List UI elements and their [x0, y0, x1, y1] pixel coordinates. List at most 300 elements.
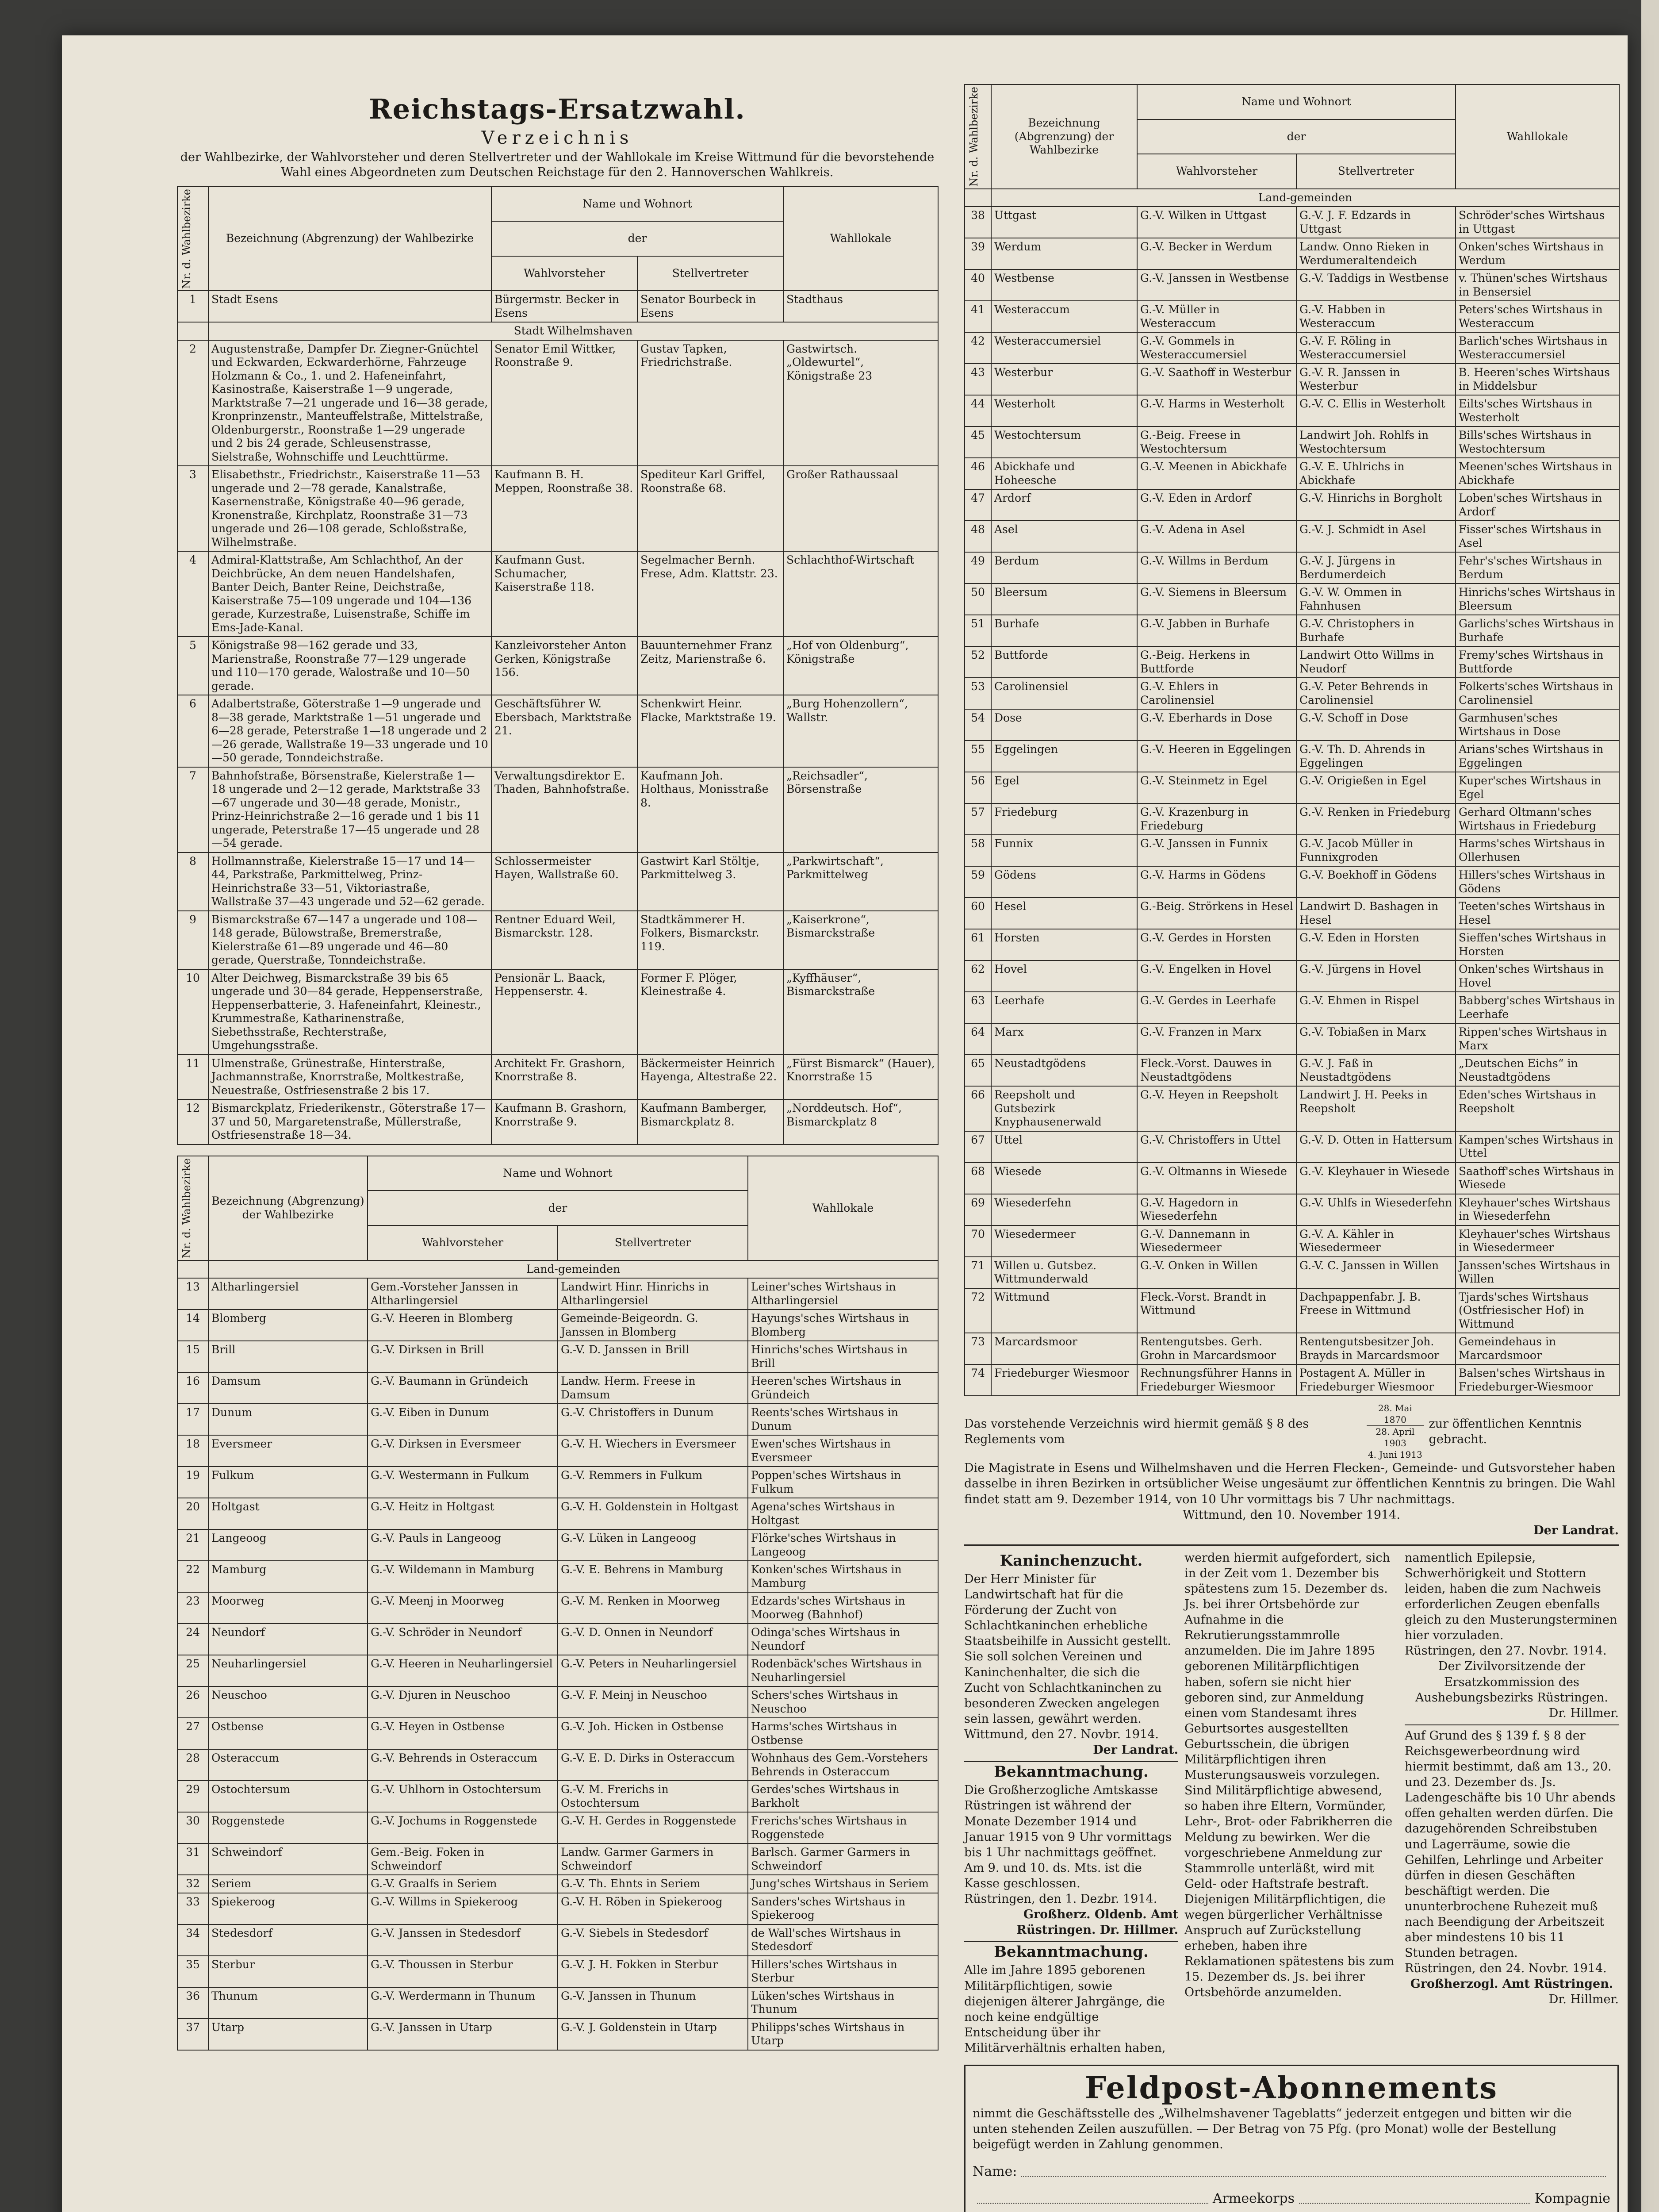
section-nr-cell — [965, 189, 991, 207]
row-stellvertreter: G.-V. Jürgens in Hovel — [1296, 960, 1456, 992]
row-wahllokal: Onken'sches Wirtshaus in Werdum — [1456, 238, 1619, 269]
row-bezeichnung: Moorweg — [208, 1592, 368, 1624]
row-vorsteher: Pensionär L. Baack, Heppenserstr. 4. — [491, 969, 637, 1055]
row-stellvertreter: G.-V. Eden in Horsten — [1296, 929, 1456, 960]
row-vorsteher: G.-V. Franzen in Marx — [1137, 1023, 1296, 1055]
table-row — [177, 340, 938, 466]
row-number: 35 — [177, 1956, 208, 1987]
row-stellvertreter: Former F. Plöger, Kleinestraße 4. — [637, 969, 783, 1055]
row-stellvertreter: Landwirt Joh. Rohlfs in Westochtersum — [1296, 426, 1456, 458]
row-stellvertreter: G.-V. M. Frerichs in Ostochtersum — [558, 1781, 748, 1812]
table-row — [177, 1718, 938, 1749]
row-number: 42 — [965, 332, 991, 364]
table-row — [177, 1987, 938, 2019]
table-row — [965, 426, 1619, 458]
row-bezeichnung: Brill — [208, 1341, 368, 1372]
row-stellvertreter: G.-V. Janssen in Thunum — [558, 1987, 748, 2019]
row-vorsteher: G.-V. Steinmetz in Egel — [1137, 772, 1296, 803]
row-number: 40 — [965, 269, 991, 301]
row-wahllokal: Ewen'sches Wirtshaus in Eversmeer — [748, 1435, 938, 1467]
kaninchen-body: Der Herr Minister für Landwirtschaft hat für die Förderung der Zucht von Schlachtkaninchen erhebliche Staatsbeihilfe in Aussicht gestellt. Sie soll solchen Vereinen und Kaninchenhalter, die sich die Zucht von Schlachtkaninchen zu besonderen Zwecken angelegen sein lassen, gewährt werden. — [964, 1572, 1171, 1726]
bekannt1-sign: Großherz. Oldenb. Amt Rüstringen. Dr. Hillmer. — [1016, 1908, 1178, 1937]
row-bezeichnung: Ulmenstraße, Grünestraße, Hinterstraße, Jachmannstraße, Knorrstraße, Moltkestraße, Neuestraße, Ostfriesenstraße 2 bis 17. — [208, 1055, 491, 1100]
table-row — [177, 1893, 938, 1924]
header-name-2: Name und Wohnort — [368, 1156, 748, 1191]
row-wahllokal: Gerhard Oltmann'sches Wirtshaus in Friedeburg — [1456, 803, 1619, 835]
header-bezeichnung-3: Bezeichnung (Abgrenzung) der Wahlbezirke — [991, 84, 1137, 189]
table-row — [965, 960, 1619, 992]
kaninchen-place: Wittmund, den 27. Novbr. 1914. — [964, 1727, 1159, 1741]
row-wahllokal: Garmhusen'sches Wirtshaus in Dose — [1456, 709, 1619, 741]
page-title: Reichstags-Ersatzwahl. — [369, 93, 746, 125]
row-bezeichnung: Uttgast — [991, 207, 1137, 238]
row-wahllokal: Kuper'sches Wirtshaus in Egel — [1456, 772, 1619, 803]
row-bezeichnung: Langeoog — [208, 1529, 368, 1561]
main-table-body — [177, 291, 938, 1144]
row-bezeichnung: Bleersum — [991, 584, 1137, 615]
table-row — [965, 1055, 1619, 1086]
epilepsie-place: Rüstringen, den 27. Novbr. 1914. — [1405, 1644, 1607, 1658]
section-nr-cell — [177, 322, 208, 340]
reglement-notice — [964, 1402, 1619, 1538]
row-vorsteher: G.-V. Hagedorn in Wiesederfehn — [1137, 1194, 1296, 1225]
row-vorsteher: G.-V. Oltmanns in Wiesede — [1137, 1163, 1296, 1194]
row-wahllokal: Fisser'sches Wirtshaus in Asel — [1456, 521, 1619, 552]
row-vorsteher: G.-V. Eden in Ardorf — [1137, 489, 1296, 521]
form-komp-label: Kompagnie — [1534, 2191, 1610, 2207]
row-bezeichnung: Asel — [991, 521, 1137, 552]
row-stellvertreter: G.-V. Tobiaßen in Marx — [1296, 1023, 1456, 1055]
row-vorsteher: G.-V. Heyen in Ostbense — [368, 1718, 558, 1749]
row-wahllokal: Hinrichs'sches Wirtshaus in Brill — [748, 1341, 938, 1372]
reichsgewerbe-body: Auf Grund des § 139 f. § 8 der Reichsgewerbeordnung wird hiermit bestimmt, daß am 13., 20. und 23. Dezember ds. Js. Ladengeschäfte bis 10 Uhr abends offen gehalten werden dürfen. Die dazugehörenden Schreibstuben und Lagerräume, sowie die Gehilfen, Lehrlinge und Arbeiter dürfen in diesen Geschäften beschäftigt werden. Die ununterbrochene Ruhezeit muß nach Beendigung der Arbeitszeit aber mindestens 10 bis 11 Stunden betragen. — [1405, 1724, 1619, 1961]
row-wahllokal: Philipps'sches Wirtshaus in Utarp — [748, 2019, 938, 2050]
row-vorsteher: G.-V. Krazenburg in Friedeburg — [1137, 803, 1296, 835]
row-bezeichnung: Friedeburg — [991, 803, 1137, 835]
table-row — [965, 1257, 1619, 1288]
epilepsie-body: namentlich Epilepsie, Schwerhörigkeit und Stottern leiden, haben die zum Nachweis erforderlichen Zeugen ebenfalls gleich zu den Musterungsterminen hier vorzuladen. — [1405, 1551, 1617, 1643]
row-vorsteher: G.-V. Dirksen in Eversmeer — [368, 1435, 558, 1467]
row-number: 55 — [965, 741, 991, 772]
row-vorsteher: G.-V. Pauls in Langeoog — [368, 1529, 558, 1561]
row-stellvertreter: Kaufmann Joh. Holthaus, Monisstraße 8. — [637, 767, 783, 853]
row-number: 44 — [965, 395, 991, 426]
row-bezeichnung: Werdum — [991, 238, 1137, 269]
form-name-field[interactable] — [1021, 2176, 1606, 2177]
row-bezeichnung: Mamburg — [208, 1561, 368, 1592]
row-bezeichnung: Neuschoo — [208, 1686, 368, 1718]
page-intro: der Wahlbezirke, der Wahlvorsteher und deren Stellvertreter und der Wahllokale im Kreise Wittmund für die bevorstehende Wahl eines Abgeordneten zum Deutschen Reichstage für den 2. Hannoverschen Wahlkreis. — [180, 150, 935, 179]
row-wahllokal: „Burg Hohenzollern“, Wallstr. — [783, 695, 938, 767]
row-number: 58 — [965, 835, 991, 866]
row-vorsteher: Schlossermeister Hayen, Wallstraße 60. — [491, 853, 637, 911]
row-number: 7 — [177, 767, 208, 853]
row-stellvertreter: G.-V. Remmers in Fulkum — [558, 1467, 748, 1498]
row-wahllokal: Kampen'sches Wirtshaus in Uttel — [1456, 1131, 1619, 1163]
reglement-lead: Das vorstehende Verzeichnis wird hiermit gemäß § 8 des Reglements vom — [964, 1417, 1309, 1446]
row-number: 17 — [177, 1404, 208, 1435]
newspaper-page — [62, 35, 1628, 2212]
row-wahllokal: Eden'sches Wirtshaus in Reepsholt — [1456, 1086, 1619, 1131]
table-row — [965, 678, 1619, 709]
row-stellvertreter: G.-V. A. Kähler in Wiesedermeer — [1296, 1225, 1456, 1257]
row-wahllokal: „Parkwirtschaft“, Parkmittelweg — [783, 853, 938, 911]
row-wahllokal: Loben'sches Wirtshaus in Ardorf — [1456, 489, 1619, 521]
row-bezeichnung: Stadt Esens — [208, 291, 491, 322]
row-stellvertreter: G.-V. Th. D. Ahrends in Eggelingen — [1296, 741, 1456, 772]
row-stellvertreter: G.-V. J. Jürgens in Berdumerdeich — [1296, 552, 1456, 584]
table-row — [177, 551, 938, 637]
bekannt1-title: Bekanntmachung. — [964, 1761, 1178, 1782]
table-row — [177, 1561, 938, 1592]
table-row — [965, 929, 1619, 960]
table-row — [965, 301, 1619, 332]
row-wahllokal: Sanders'sches Wirtshaus in Spiekeroog — [748, 1893, 938, 1924]
row-number: 16 — [177, 1372, 208, 1404]
notices-row — [964, 1544, 1619, 2056]
row-stellvertreter: G.-V. Peter Behrends in Carolinensiel — [1296, 678, 1456, 709]
row-number: 72 — [965, 1288, 991, 1333]
row-stellvertreter: Segelmacher Bernh. Frese, Adm. Klattstr. 23. — [637, 551, 783, 637]
row-bezeichnung: Bahnhofstraße, Börsenstraße, Kielerstraße 1—18 ungerade und 2—12 gerade, Marktstraße 33—67 ungerade und 30—48 gerade, Monistr., Prinz-Heinrichstraße 2—16 gerade und 1 bis 11 ungerade, Peterstraße 17—45 ungerade und 28—54 gerade. — [208, 767, 491, 853]
row-stellvertreter: Landw. Garmer Garmers in Schweindorf — [558, 1843, 748, 1875]
row-bezeichnung: Westochtersum — [991, 426, 1137, 458]
row-stellvertreter: Dachpappenfabr. J. B. Freese in Wittmund — [1296, 1288, 1456, 1333]
table-row — [177, 1435, 938, 1467]
form-row-armee — [973, 2191, 1610, 2206]
table-row — [177, 1781, 938, 1812]
row-wahllokal: Balsen'sches Wirtshaus in Friedeburger-Wiesmoor — [1456, 1364, 1619, 1396]
row-wahllokal: de Wall'sches Wirtshaus in Stedesdorf — [748, 1924, 938, 1956]
row-vorsteher: Geschäftsführer W. Ebersbach, Marktstraße 21. — [491, 695, 637, 767]
row-stellvertreter: G.-V. Hinrichs in Borgholt — [1296, 489, 1456, 521]
row-vorsteher: G.-V. Meenen in Abickhafe — [1137, 458, 1296, 489]
row-bezeichnung: Burhafe — [991, 615, 1137, 646]
row-number: 56 — [965, 772, 991, 803]
row-bezeichnung: Willen u. Gutsbez. Wittmunderwald — [991, 1257, 1137, 1288]
table-row — [965, 866, 1619, 898]
row-vorsteher: G.-V. Dirksen in Brill — [368, 1341, 558, 1372]
row-stellvertreter: G.-V. Th. Ehnts in Seriem — [558, 1875, 748, 1893]
epilepsie-sign2: Dr. Hillmer. — [1548, 1706, 1619, 1720]
row-wahllokal: Großer Rathaussaal — [783, 466, 938, 551]
section-row — [177, 322, 938, 340]
row-number: 41 — [965, 301, 991, 332]
row-stellvertreter: G.-V. Peters in Neuharlingersiel — [558, 1655, 748, 1686]
row-wahllokal: Kleyhauer'sches Wirtshaus in Wiesedermeer — [1456, 1225, 1619, 1257]
row-vorsteher: G.-V. Westermann in Fulkum — [368, 1467, 558, 1498]
row-stellvertreter: G.-V. H. Goldenstein in Holtgast — [558, 1498, 748, 1529]
row-wahllokal: Babberg'sches Wirtshaus in Leerhafe — [1456, 992, 1619, 1023]
right-column — [964, 84, 1619, 2212]
row-bezeichnung: Utarp — [208, 2019, 368, 2050]
row-stellvertreter: G.-V. R. Janssen in Westerbur — [1296, 364, 1456, 395]
form-komp-field[interactable] — [1299, 2203, 1530, 2204]
row-number: 20 — [177, 1498, 208, 1529]
table-row — [177, 1467, 938, 1498]
row-stellvertreter: G.-V. J. Schmidt in Asel — [1296, 521, 1456, 552]
row-stellvertreter: G.-V. E. Behrens in Mamburg — [558, 1561, 748, 1592]
row-number: 38 — [965, 207, 991, 238]
header-bezeichnung-2: Bezeichnung (Abgrenzung) der Wahlbezirke — [208, 1156, 368, 1260]
table-row — [965, 332, 1619, 364]
row-number: 31 — [177, 1843, 208, 1875]
row-bezeichnung: Schweindorf — [208, 1843, 368, 1875]
row-wahllokal: Rippen'sches Wirtshaus in Marx — [1456, 1023, 1619, 1055]
row-vorsteher: Kaufmann B. Grashorn, Knorrstraße 9. — [491, 1099, 637, 1144]
row-number: 23 — [177, 1592, 208, 1624]
row-wahllokal: Barlich'sches Wirtshaus in Westeraccumersiel — [1456, 332, 1619, 364]
row-bezeichnung: Abickhafe und Hoheesche — [991, 458, 1137, 489]
bekannt1-body: Die Großherzogliche Amtskasse Rüstringen ist während der Monate Dezember 1914 und Januar 1915 von 9 Uhr vormittags bis 1 Uhr nachmittags geöffnet. Am 9. und 10. ds. Mts. ist die Kasse geschlossen. — [964, 1783, 1172, 1890]
bekannt2-body: Alle im Jahre 1895 geborenen Militärpflichtigen, sowie diejenigen älterer Jahrgänge, die noch keine endgültige Entscheidung über ihr Militärverhältnis erhalten haben, — [964, 1963, 1166, 2055]
row-bezeichnung: Blomberg — [208, 1310, 368, 1341]
row-stellvertreter: G.-V. Boekhoff in Gödens — [1296, 866, 1456, 898]
row-wahllokal: Flörke'sches Wirtshaus in Langeoog — [748, 1529, 938, 1561]
table-row — [965, 709, 1619, 741]
reglement-date-top: 28. Mai 1870 — [1378, 1403, 1412, 1425]
row-vorsteher: Architekt Fr. Grashorn, Knorrstraße 8. — [491, 1055, 637, 1100]
row-number: 68 — [965, 1163, 991, 1194]
table-row — [177, 1956, 938, 1987]
row-number: 33 — [177, 1893, 208, 1924]
table-row — [177, 1655, 938, 1686]
row-number: 30 — [177, 1812, 208, 1843]
row-wahllokal: Heeren'sches Wirtshaus in Gründeich — [748, 1372, 938, 1404]
header-vorsteher-2: Wahlvorsteher — [368, 1225, 558, 1260]
row-stellvertreter: Landw. Onno Rieken in Werdumeraltendeich — [1296, 238, 1456, 269]
row-stellvertreter: Schenkwirt Heinr. Flacke, Marktstraße 19. — [637, 695, 783, 767]
row-stellvertreter: G.-V. Lüken in Langeoog — [558, 1529, 748, 1561]
row-wahllokal: Harms'sches Wirtshaus in Ostbense — [748, 1718, 938, 1749]
row-bezeichnung: Uttel — [991, 1131, 1137, 1163]
row-wahllokal: Teeten'sches Wirtshaus in Hesel — [1456, 898, 1619, 929]
row-vorsteher: G.-V. Gommels in Westeraccumersiel — [1137, 332, 1296, 364]
table-row — [177, 466, 938, 551]
reglement-date-mid: 28. April 1903 — [1367, 1425, 1423, 1449]
row-wahllokal: v. Thünen'sches Wirtshaus in Bensersiel — [1456, 269, 1619, 301]
row-wahllokal: Schers'sches Wirtshaus in Neuschoo — [748, 1686, 938, 1718]
bekannt2-title: Bekanntmachung. — [964, 1941, 1178, 1962]
row-wahllokal: Rodenbäck'sches Wirtshaus in Neuharlingersiel — [748, 1655, 938, 1686]
row-vorsteher: G.-V. Becker in Werdum — [1137, 238, 1296, 269]
section-wilhelmshaven: Stadt Wilhelmshaven — [208, 322, 938, 340]
row-wahllokal: Wohnhaus des Gem.-Vorstehers Behrends in Osteraccum — [748, 1749, 938, 1781]
table-row — [177, 853, 938, 911]
row-bezeichnung: Damsum — [208, 1372, 368, 1404]
reglement-date-bot: 4. Juni 1913 — [1368, 1449, 1422, 1460]
row-bezeichnung: Westerholt — [991, 395, 1137, 426]
row-number: 62 — [965, 960, 991, 992]
row-number: 69 — [965, 1194, 991, 1225]
kaninchen-sign: Der Landrat. — [1093, 1743, 1178, 1757]
reglement-sign: Der Landrat. — [1533, 1523, 1619, 1537]
row-vorsteher: Fleck.-Vorst. Brandt in Wittmund — [1137, 1288, 1296, 1333]
header-nr-3: Nr. d. Wahlbezirke — [965, 84, 991, 189]
row-number: 27 — [177, 1718, 208, 1749]
wahlbezirke-table-right — [964, 84, 1620, 1396]
section-row — [965, 189, 1619, 207]
row-bezeichnung: Königstraße 98—162 gerade und 33, Marienstraße, Roonstraße 77—129 ungerade und 110—170 gerade, Walostraße und 10—50 gerade. — [208, 637, 491, 695]
row-vorsteher: Gem.-Vorsteher Janssen in Altharlingersiel — [368, 1278, 558, 1310]
row-wahllokal: Jung'sches Wirtshaus in Seriem — [748, 1875, 938, 1893]
row-number: 21 — [177, 1529, 208, 1561]
table-row — [965, 992, 1619, 1023]
row-vorsteher: G.-V. Willms in Berdum — [1137, 552, 1296, 584]
row-vorsteher: G.-V. Christoffers in Uttel — [1137, 1131, 1296, 1163]
row-stellvertreter: G.-V. F. Meinj in Neuschoo — [558, 1686, 748, 1718]
row-stellvertreter: G.-V. Ehmen in Rispel — [1296, 992, 1456, 1023]
row-number: 50 — [965, 584, 991, 615]
table-row — [965, 1333, 1619, 1364]
row-stellvertreter: Senator Bourbeck in Esens — [637, 291, 783, 322]
table-row — [177, 291, 938, 322]
row-vorsteher: Rentengutsbes. Gerh. Grohn in Marcardsmoor — [1137, 1333, 1296, 1364]
row-number: 29 — [177, 1781, 208, 1812]
reichsgewerbe-sign1: Großherzogl. Amt Rüstringen. — [1410, 1977, 1613, 1991]
row-bezeichnung: Ardorf — [991, 489, 1137, 521]
row-bezeichnung: Seriem — [208, 1875, 368, 1893]
row-number: 48 — [965, 521, 991, 552]
row-stellvertreter: G.-V. Christophers in Burhafe — [1296, 615, 1456, 646]
row-bezeichnung: Gödens — [991, 866, 1137, 898]
kaninchen-title: Kaninchenzucht. — [1000, 1551, 1143, 1570]
row-wahllokal: Eilts'sches Wirtshaus in Westerholt — [1456, 395, 1619, 426]
row-stellvertreter: Landw. Herm. Freese in Damsum — [558, 1372, 748, 1404]
table-row — [177, 695, 938, 767]
row-number: 26 — [177, 1686, 208, 1718]
row-bezeichnung: Thunum — [208, 1987, 368, 2019]
row-wahllokal: Barlsch. Garmer Garmers in Schweindorf — [748, 1843, 938, 1875]
scan-edge — [1641, 0, 1659, 2212]
row-number: 14 — [177, 1310, 208, 1341]
table-row — [177, 1592, 938, 1624]
table-row — [177, 1404, 938, 1435]
row-stellvertreter: G.-V. D. Janssen in Brill — [558, 1341, 748, 1372]
row-bezeichnung: Wittmund — [991, 1288, 1137, 1333]
table-row — [965, 772, 1619, 803]
row-wahllokal: Gerdes'sches Wirtshaus in Barkholt — [748, 1781, 938, 1812]
row-bezeichnung: Funnix — [991, 835, 1137, 866]
row-stellvertreter: G.-V. Uhlfs in Wiesederfehn — [1296, 1194, 1456, 1225]
row-stellvertreter: G.-V. F. Röling in Westeraccumersiel — [1296, 332, 1456, 364]
row-wahllokal: Saathoff'sches Wirtshaus in Wiesede — [1456, 1163, 1619, 1194]
table-row — [177, 1099, 938, 1144]
feldpost-title: Feldpost-Abonnements — [1084, 2070, 1498, 2106]
table-row — [177, 1498, 938, 1529]
table-row — [965, 364, 1619, 395]
row-number: 57 — [965, 803, 991, 835]
row-number: 49 — [965, 552, 991, 584]
row-vorsteher: G.-V. Janssen in Utarp — [368, 2019, 558, 2050]
row-wahllokal: Tjards'sches Wirtshaus (Ostfriesischer Hof) in Wittmund — [1456, 1288, 1619, 1333]
row-number: 61 — [965, 929, 991, 960]
row-bezeichnung: Westeraccum — [991, 301, 1137, 332]
row-wahllokal: Meenen'sches Wirtshaus in Abickhafe — [1456, 458, 1619, 489]
row-number: 6 — [177, 695, 208, 767]
row-vorsteher: G.-V. Gerdes in Horsten — [1137, 929, 1296, 960]
row-bezeichnung: Wiesede — [991, 1163, 1137, 1194]
row-wahllokal: Folkerts'sches Wirtshaus in Carolinensiel — [1456, 678, 1619, 709]
row-vorsteher: Kaufmann B. H. Meppen, Roonstraße 38. — [491, 466, 637, 551]
row-bezeichnung: Dose — [991, 709, 1137, 741]
table-row — [965, 803, 1619, 835]
row-wahllokal: Poppen'sches Wirtshaus in Fulkum — [748, 1467, 938, 1498]
table-row — [965, 269, 1619, 301]
row-vorsteher: G.-V. Heitz in Holtgast — [368, 1498, 558, 1529]
row-stellvertreter: G.-V. J. Faß in Neustadtgödens — [1296, 1055, 1456, 1086]
table-row — [177, 1055, 938, 1100]
row-number: 39 — [965, 238, 991, 269]
row-stellvertreter: G.-V. J. H. Fokken in Sterbur — [558, 1956, 748, 1987]
epilepsie-sign1: Der Zivilvorsitzende der Ersatzkommission des Aushebungsbezirks Rüstringen. — [1415, 1659, 1608, 1705]
row-wahllokal: „Reichsadler“, Börsenstraße — [783, 767, 938, 853]
row-wahllokal: Schlachthof-Wirtschaft — [783, 551, 938, 637]
row-wahllokal: Hillers'sches Wirtshaus in Gödens — [1456, 866, 1619, 898]
row-wahllokal: Fehr's'sches Wirtshaus in Berdum — [1456, 552, 1619, 584]
reichsgewerbe-sign2: Dr. Hillmer. — [1548, 1993, 1619, 2007]
row-wahllokal: „Kaiserkrone“, Bismarckstraße — [783, 911, 938, 969]
section-row — [177, 1260, 938, 1279]
row-number: 45 — [965, 426, 991, 458]
table-row — [965, 835, 1619, 866]
row-bezeichnung: Adalbertstraße, Göterstraße 1—9 ungerade und 8—38 gerade, Marktstraße 1—51 ungerade und 6—28 gerade, Peterstraße 1—18 ungerade und 2—26 gerade, Wallstraße 19—33 ungerade und 10—50 gerade, Tonndeichstraße. — [208, 695, 491, 767]
table-row — [177, 1310, 938, 1341]
row-number: 12 — [177, 1099, 208, 1144]
table-row — [965, 584, 1619, 615]
header-vertreter: Stellvertreter — [637, 256, 783, 291]
table-row — [177, 767, 938, 853]
row-stellvertreter: G.-V. H. Gerdes in Roggenstede — [558, 1812, 748, 1843]
row-stellvertreter: G.-V. E. Uhlrichs in Abickhafe — [1296, 458, 1456, 489]
section-nr-cell — [177, 1260, 208, 1279]
row-vorsteher: G.-V. Saathoff in Westerbur — [1137, 364, 1296, 395]
row-stellvertreter: G.-V. M. Renken in Moorweg — [558, 1592, 748, 1624]
row-wahllokal: Stadthaus — [783, 291, 938, 322]
row-bezeichnung: Bismarckstraße 67—147 a ungerade und 108—148 gerade, Bülowstraße, Bremerstraße, Kielerstraße 61—89 ungerade und 46—80 gerade, Querstraße, Tonndeichstraße. — [208, 911, 491, 969]
row-vorsteher: G.-V. Graalfs in Seriem — [368, 1875, 558, 1893]
row-wahllokal: Garlichs'sches Wirtshaus in Burhafe — [1456, 615, 1619, 646]
row-vorsteher: Bürgermstr. Becker in Esens — [491, 291, 637, 322]
row-stellvertreter: G.-V. Christoffers in Dunum — [558, 1404, 748, 1435]
row-bezeichnung: Marx — [991, 1023, 1137, 1055]
row-wahllokal: Bills'sches Wirtshaus in Westochtersum — [1456, 426, 1619, 458]
header-der-3: der — [1137, 119, 1456, 154]
row-bezeichnung: Elisabethstr., Friedrichstr., Kaiserstraße 11—53 ungerade und 2—78 gerade, Kanalstraße, Kasernenstraße, Königstraße 40—96 gerade, Kronenstraße, Kirchplatz, Roonstraße 31—73 ungerade und 26—108 gerade, Schloßstraße, Wilhelmstraße. — [208, 466, 491, 551]
row-stellvertreter: Rentengutsbesitzer Joh. Brayds in Marcardsmoor — [1296, 1333, 1456, 1364]
row-wahllokal: Onken'sches Wirtshaus in Hovel — [1456, 960, 1619, 992]
row-number: 37 — [177, 2019, 208, 2050]
row-wahllokal: Hinrichs'sches Wirtshaus in Bleersum — [1456, 584, 1619, 615]
row-bezeichnung: Neustadtgödens — [991, 1055, 1137, 1086]
table-row — [965, 1225, 1619, 1257]
row-vorsteher: Verwaltungsdirektor E. Thaden, Bahnhofstraße. — [491, 767, 637, 853]
row-vorsteher: G.-V. Ehlers in Carolinensiel — [1137, 678, 1296, 709]
header-lokale-3: Wahllokale — [1456, 84, 1619, 189]
row-stellvertreter: Bauunternehmer Franz Zeitz, Marienstraße 6. — [637, 637, 783, 695]
table-row — [965, 1086, 1619, 1131]
row-stellvertreter: Landwirt J. H. Peeks in Reepsholt — [1296, 1086, 1456, 1131]
header-nr: Nr. d. Wahlbezirke — [177, 187, 208, 291]
bekannt1-place: Rüstringen, den 1. Dezbr. 1914. — [964, 1892, 1157, 1906]
form-armee-field[interactable] — [977, 2203, 1208, 2204]
row-number: 59 — [965, 866, 991, 898]
row-vorsteher: G.-V. Janssen in Stedesdorf — [368, 1924, 558, 1956]
notices-col-2 — [1184, 1550, 1398, 2056]
row-vorsteher: G.-V. Adena in Asel — [1137, 521, 1296, 552]
row-wahllokal: B. Heeren'sches Wirtshaus in Middelsbur — [1456, 364, 1619, 395]
row-number: 9 — [177, 911, 208, 969]
